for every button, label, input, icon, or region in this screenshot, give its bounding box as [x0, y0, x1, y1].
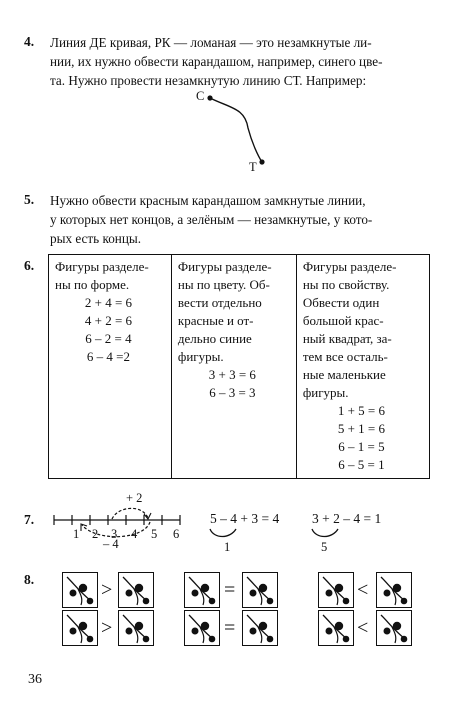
equation: 5 + 1 = 6: [337, 421, 385, 436]
col3-text: [303, 258, 424, 402]
col3-line: фигуры.: [302, 385, 349, 400]
top-label: + 2: [126, 491, 143, 505]
card: [184, 610, 220, 646]
tick-6: 6: [173, 527, 180, 541]
col2-line: красные и от-: [177, 313, 254, 328]
col2-equations: [178, 366, 291, 402]
equation: 3 + 3 = 6: [208, 367, 256, 382]
task4-line3: та. Нужно провести незамкнутую линию СТ. Например:: [50, 73, 367, 88]
col1-text: [55, 258, 166, 294]
bottom-label: – 4: [103, 537, 119, 551]
col2-text: [178, 258, 291, 366]
compare-sign: >: [101, 617, 113, 639]
compare-sign: <: [357, 579, 369, 601]
task7-number: 7.: [24, 512, 35, 527]
card: [242, 610, 278, 646]
card: [318, 610, 354, 646]
task5-text: [50, 191, 430, 248]
card: [376, 610, 412, 646]
task5-line1: Нужно обвести красным карандашом замкнутые линии,: [50, 193, 366, 208]
card: [376, 572, 412, 608]
task6-col-form: [49, 255, 172, 479]
col2-line: вести отдельно: [177, 295, 262, 310]
compare-sign: >: [101, 579, 113, 601]
card: [242, 572, 278, 608]
expr1-brace: [208, 527, 238, 541]
task4-line2: нии, их нужно обвести карандашом, например, синего цве-: [50, 54, 383, 69]
tick-1: 1: [73, 527, 80, 541]
compare-sign: =: [224, 579, 236, 601]
col1-line: ны по форме.: [55, 277, 130, 292]
compare-sign: =: [224, 617, 236, 639]
equation: 6 – 3 = 3: [209, 385, 256, 400]
task4-line1: Линия ДЕ кривая, РК — ломаная — это незамкнутые ли-: [50, 35, 372, 50]
card: [318, 572, 354, 608]
expr2: 3 + 2 – 4 = 1: [312, 511, 382, 526]
task8-number: 8.: [24, 572, 35, 587]
col3-line: Фигуры разделе-: [302, 259, 397, 274]
equation: 6 – 1 = 5: [338, 439, 385, 454]
card: [118, 610, 154, 646]
col2-line: ны по цвету. Об-: [177, 277, 270, 292]
equation: 6 – 4 =2: [86, 349, 130, 364]
equation: 1 + 5 = 6: [337, 403, 385, 418]
number-line-figure: [52, 498, 192, 550]
task4-number: 4.: [24, 34, 35, 49]
page-number: 36: [28, 672, 42, 687]
col2-line: фигуры.: [177, 349, 224, 364]
task6-number: 6.: [24, 258, 35, 273]
col3-line: ный квадрат, за-: [302, 331, 392, 346]
expr1: 5 – 4 + 3 = 4: [210, 511, 280, 526]
task6-col-property: [296, 255, 429, 479]
col3-line: Обвести один: [302, 295, 380, 310]
tick-2: 2: [92, 527, 99, 541]
col3-equations: [303, 402, 424, 474]
col3-line: тем все осталь-: [302, 349, 388, 364]
task5-line2: у которых нет концов, а зелёным — незамкнутые, у кото-: [50, 212, 373, 227]
label-t: Т: [249, 160, 257, 174]
tick-3: 3: [111, 527, 118, 541]
card: [62, 610, 98, 646]
task5-line3: рых есть концы.: [50, 231, 142, 246]
col3-line: ные маленькие: [302, 367, 386, 382]
equation: 2 + 4 = 6: [84, 295, 133, 310]
compare-sign: <: [357, 617, 369, 639]
expr1-under: 1: [224, 540, 231, 554]
card: [118, 572, 154, 608]
equation: 6 – 2 = 4: [85, 331, 132, 346]
card: [62, 572, 98, 608]
equation: 6 – 5 = 1: [338, 457, 385, 472]
col3-line: ны по свойству.: [302, 277, 390, 292]
col2-line: Фигуры разделе-: [177, 259, 272, 274]
card: [184, 572, 220, 608]
task5-number: 5.: [24, 192, 35, 207]
col3-line: большой крас-: [302, 313, 384, 328]
col2-line: дельно синие: [177, 331, 252, 346]
expr2-under: 5: [321, 540, 328, 554]
task4-text: [50, 33, 430, 90]
label-c: С: [196, 89, 205, 103]
tick-4: 4: [131, 527, 138, 541]
expr2-brace: [310, 527, 340, 541]
task6-table: [48, 254, 430, 479]
task6-col-color: [171, 255, 296, 479]
equation: 4 + 2 = 6: [84, 313, 133, 328]
col1-line: Фигуры разделе-: [55, 259, 149, 274]
col1-equations: [55, 294, 166, 366]
tick-5: 5: [151, 527, 158, 541]
